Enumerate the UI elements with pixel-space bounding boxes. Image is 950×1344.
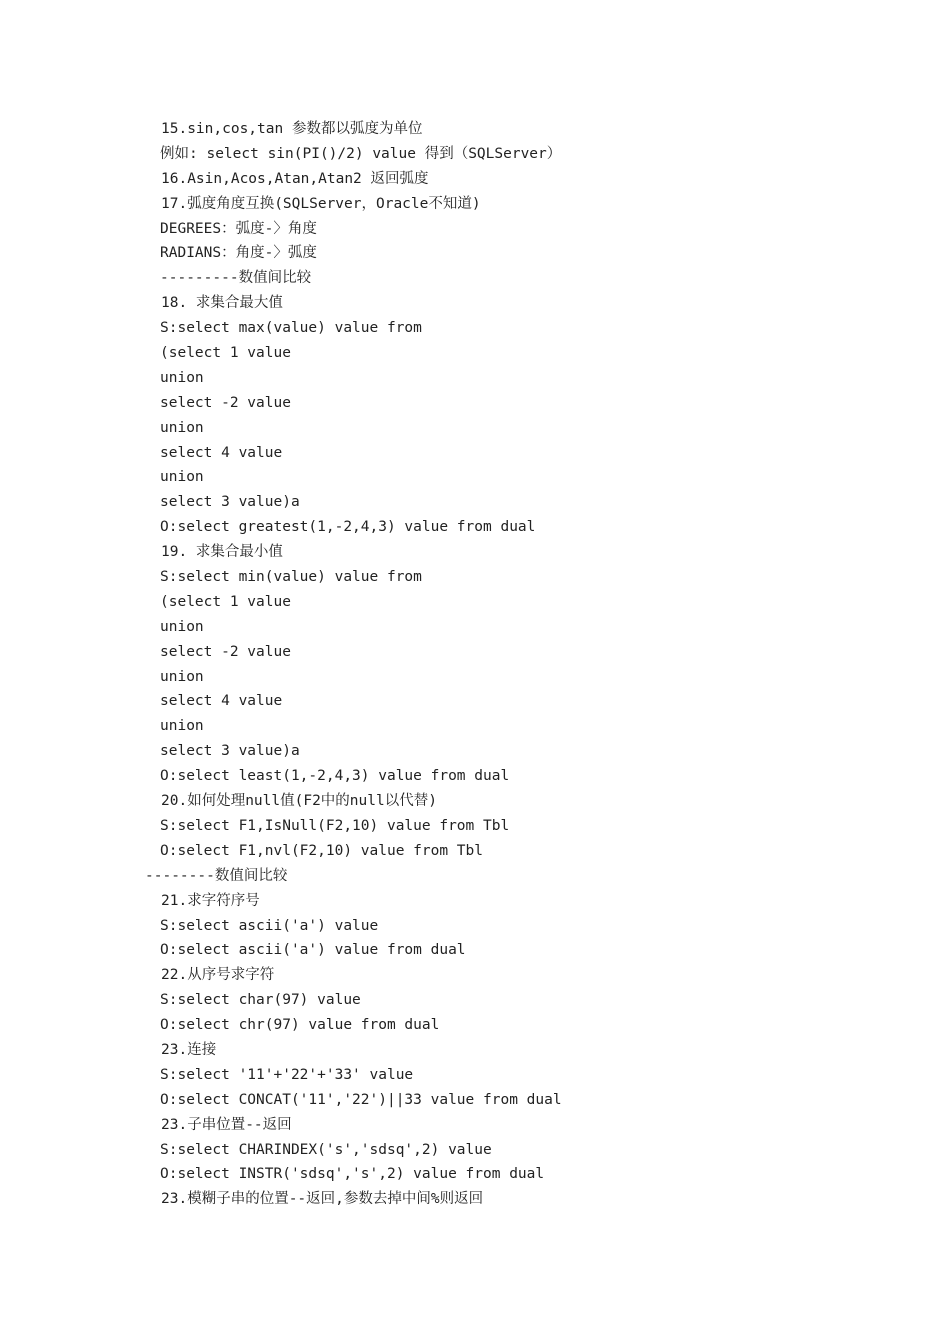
text-line: S:select '11'+'22'+'33' value <box>160 1066 414 1083</box>
text-line: 18. 求集合最大值 <box>161 295 283 312</box>
text-line: S:select max(value) value from <box>160 320 422 337</box>
text-line: 19. 求集合最小值 <box>161 544 283 561</box>
text-line: S:select CHARINDEX('s','sdsq',2) value <box>160 1141 492 1158</box>
text-line: O:select greatest(1,-2,4,3) value from dual <box>160 519 536 536</box>
text-line: O:select F1,nvl(F2,10) value from Tbl <box>160 842 484 859</box>
text-line: 例如: select sin(PI()/2) value 得到（SQLServer） <box>160 145 562 162</box>
text-line: (select 1 value <box>160 345 291 362</box>
text-line: union <box>160 668 204 685</box>
text-line: O:select CONCAT('11','22')||33 value from dual <box>160 1091 562 1108</box>
text-line: 23.模糊子串的位置--返回,参数去掉中间%则返回 <box>161 1191 484 1208</box>
text-line: ---------数值间比较 <box>160 270 312 287</box>
text-line: select 3 value)a <box>160 743 300 760</box>
text-line: union <box>160 618 204 635</box>
text-line: O:select chr(97) value from dual <box>160 1017 440 1034</box>
text-line: 20.如何处理null值(F2中的null以代替) <box>161 793 437 810</box>
text-line: select -2 value <box>160 394 291 411</box>
document-body <box>0 117 950 1212</box>
text-line: 21.求字符序号 <box>161 892 260 909</box>
text-line: select -2 value <box>160 643 291 660</box>
text-line: 22.从序号求字符 <box>161 967 275 984</box>
text-line: 16.Asin,Acos,Atan,Atan2 返回弧度 <box>161 170 429 187</box>
text-line: union <box>160 469 204 486</box>
text-line: 23.子串位置--返回 <box>161 1116 292 1133</box>
text-line: 17.弧度角度互换(SQLServer，Oracle不知道) <box>161 195 481 212</box>
text-line: 23.连接 <box>161 1041 217 1058</box>
text-line: S:select min(value) value from <box>160 569 422 586</box>
text-line: union <box>160 419 204 436</box>
text-line: DEGREES：弧度-〉角度 <box>160 220 317 237</box>
text-line: (select 1 value <box>160 593 291 610</box>
text-line: O:select INSTR('sdsq','s',2) value from dual <box>160 1166 545 1183</box>
text-line: select 4 value <box>160 693 283 710</box>
text-line: S:select char(97) value <box>160 992 361 1009</box>
text-line: O:select least(1,-2,4,3) value from dual <box>160 768 510 785</box>
text-line: RADIANS：角度-〉弧度 <box>160 245 317 262</box>
text-line: select 4 value <box>160 444 283 461</box>
text-line: S:select ascii('a') value <box>160 917 379 934</box>
text-line: select 3 value)a <box>160 494 300 511</box>
text-line: O:select ascii('a') value from dual <box>160 942 466 959</box>
text-line: 15.sin,cos,tan 参数都以弧度为单位 <box>161 121 423 137</box>
text-line: union <box>160 369 204 386</box>
text-line: S:select F1,IsNull(F2,10) value from Tbl <box>160 817 510 834</box>
text-line: union <box>160 718 204 735</box>
text-line: --------数值间比较 <box>145 867 288 884</box>
